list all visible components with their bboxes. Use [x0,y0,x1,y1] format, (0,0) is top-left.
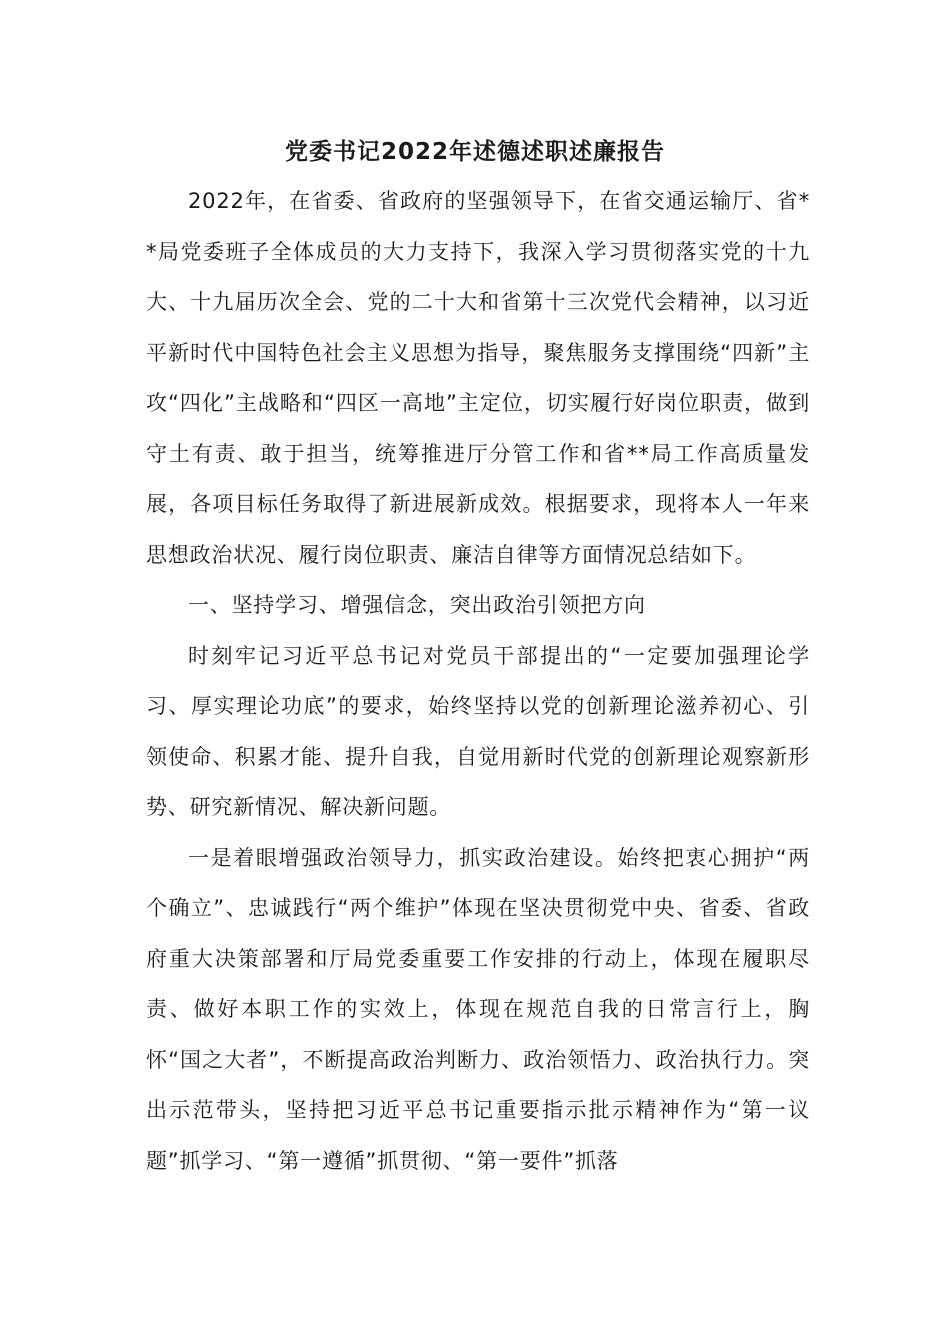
section-heading: 一、坚持学习、增强信念，突出政治引领把方向 [188,593,646,617]
document-body [146,176,810,1186]
section-intro-paragraph: 时刻牢记习近平总书记对党员干部提出的“一定要加强理论学习、厚实理论功底”的要求，始终坚持以党的创新理论滋养初心、引领使命、积累才能、提升自我，自觉用新时代党的创新理论观察新形势、研究新情况、解决新问题。 [146,643,810,819]
document-title: 党委书记2022年述德述职述廉报告 [284,139,665,165]
intro-paragraph: 2022年，在省委、省政府的坚强领导下，在省交通运输厅、省**局党委班子全体成员的大力支持下，我深入学习贯彻落实党的十九大、十九届历次全会、党的二十大和省第十三次党代会精神，以习近平新时代中国特色社会主义思想为指导，聚焦服务支撑围绕“四新”主攻“四化”主战略和“四区一高地”主定位，切实履行好岗位职责，做到守土有责、敢于担当，统筹推进厅分管工作和省**局工作高质量发展，各项目标任务取得了新进展新成效。根据要求，现将本人一年来思想政治状况、履行岗位职责、廉洁自律等方面情况总结如下。 [146,189,810,567]
point-one-paragraph: 一是着眼增强政治领导力，抓实政治建设。始终把衷心拥护“两个确立”、忠诚践行“两个维护”体现在坚决贯彻党中央、省委、省政府重大决策部署和厅局党委重要工作安排的行动上，体现在履职尽责、做好本职工作的实效上，体现在规范自我的日常言行上，胸怀“国之大者”，不断提高政治判断力、政治领悟力、政治执行力。突出示范带头，坚持把习近平总书记重要指示批示精神作为“第一议题”抓学习、“第一遵循”抓贯彻、“第一要件”抓落 [146,845,810,1173]
